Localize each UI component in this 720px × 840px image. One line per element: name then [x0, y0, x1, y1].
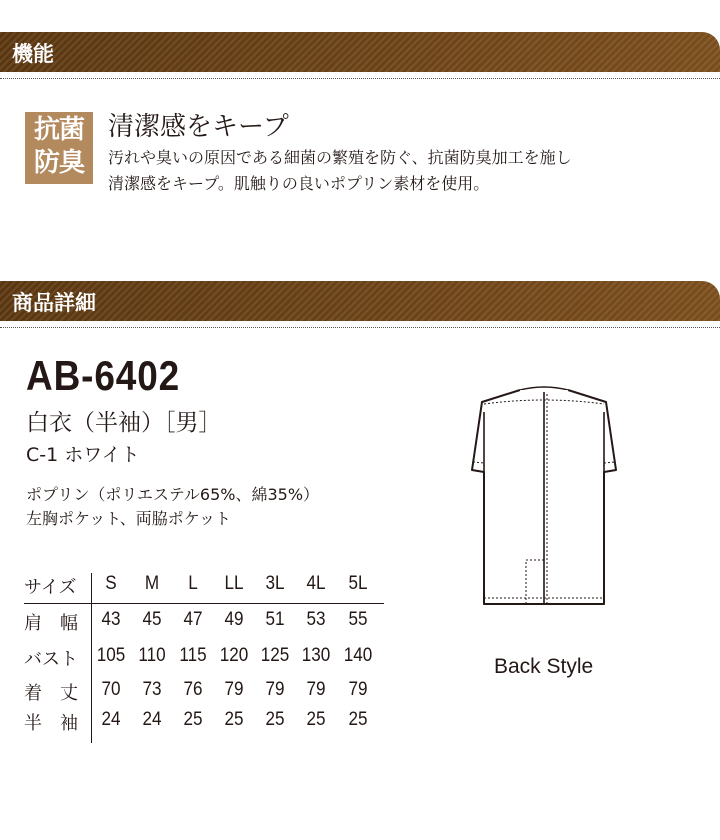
feature-desc-line-1: 汚れや臭いの原因である細菌の繁殖を防ぐ、抗菌防臭加工を施し	[108, 148, 572, 167]
table-cell: 79	[265, 679, 285, 700]
product-model: AB-6402	[26, 352, 181, 399]
feature-desc-line-2: 清潔感をキープ。肌触りの良いポプリン素材を使用。	[108, 174, 490, 193]
product-color: C-1 ホワイト	[26, 444, 140, 466]
table-cell: 51	[265, 609, 285, 630]
row-label: バスト	[24, 649, 78, 670]
size-header-cell: L	[188, 573, 198, 594]
antibacterial-badge	[25, 112, 93, 184]
row-label: 着 丈	[24, 683, 78, 704]
table-cell: 24	[142, 709, 162, 730]
table-cell: 25	[224, 709, 244, 730]
table-cell: 25	[348, 709, 368, 730]
table-cell: 79	[306, 679, 326, 700]
function-section-header	[0, 32, 720, 72]
table-cell: 105	[96, 645, 126, 666]
feature-description	[108, 145, 708, 197]
table-cell: 47	[183, 609, 203, 630]
table-cell: 55	[348, 609, 368, 630]
size-header-cell: LL	[224, 573, 244, 594]
product-material: ポプリン（ポリエステル65%、綿35%）	[26, 485, 320, 504]
table-cell: 45	[142, 609, 162, 630]
table-horizontal-rule	[24, 603, 384, 604]
product-pockets: 左胸ポケット、両脇ポケット	[26, 509, 231, 528]
table-cell: 79	[224, 679, 244, 700]
badge-line-2: 防臭	[33, 148, 84, 178]
row-label: 肩 幅	[24, 613, 78, 634]
divider	[0, 327, 720, 328]
detail-section-header	[0, 281, 720, 321]
size-header-cell: 3L	[265, 573, 285, 594]
size-header-cell: S	[105, 573, 117, 594]
table-cell: 70	[101, 679, 121, 700]
table-cell: 140	[343, 645, 373, 666]
badge-line-1: 抗菌	[33, 115, 84, 145]
size-header-cell: 4L	[306, 573, 326, 594]
size-header-cell: 5L	[348, 573, 368, 594]
size-header-cell: M	[144, 573, 160, 594]
table-cell: 130	[301, 645, 331, 666]
table-cell: 79	[348, 679, 368, 700]
detail-section-title: 商品詳細	[12, 291, 96, 315]
table-cell: 53	[306, 609, 326, 630]
table-cell: 49	[224, 609, 244, 630]
product-name: 白衣（半袖）［男］	[26, 410, 222, 436]
table-cell: 73	[142, 679, 162, 700]
divider	[0, 78, 720, 79]
size-header-label: サイズ	[24, 577, 77, 598]
table-cell: 115	[179, 645, 207, 666]
coat-back-illustration	[462, 382, 626, 612]
table-cell: 25	[183, 709, 203, 730]
feature-title: 清潔感をキープ	[108, 112, 289, 142]
back-style-label: Back Style	[494, 655, 594, 678]
table-cell: 76	[183, 679, 203, 700]
table-cell: 25	[306, 709, 326, 730]
table-cell: 125	[260, 645, 290, 666]
row-label: 半 袖	[24, 713, 78, 734]
table-cell: 43	[101, 609, 121, 630]
table-cell: 120	[219, 645, 249, 666]
collar-line	[520, 387, 568, 390]
table-cell: 24	[101, 709, 121, 730]
function-section-title: 機能	[12, 42, 54, 66]
table-cell: 110	[138, 645, 166, 666]
table-cell: 25	[265, 709, 285, 730]
